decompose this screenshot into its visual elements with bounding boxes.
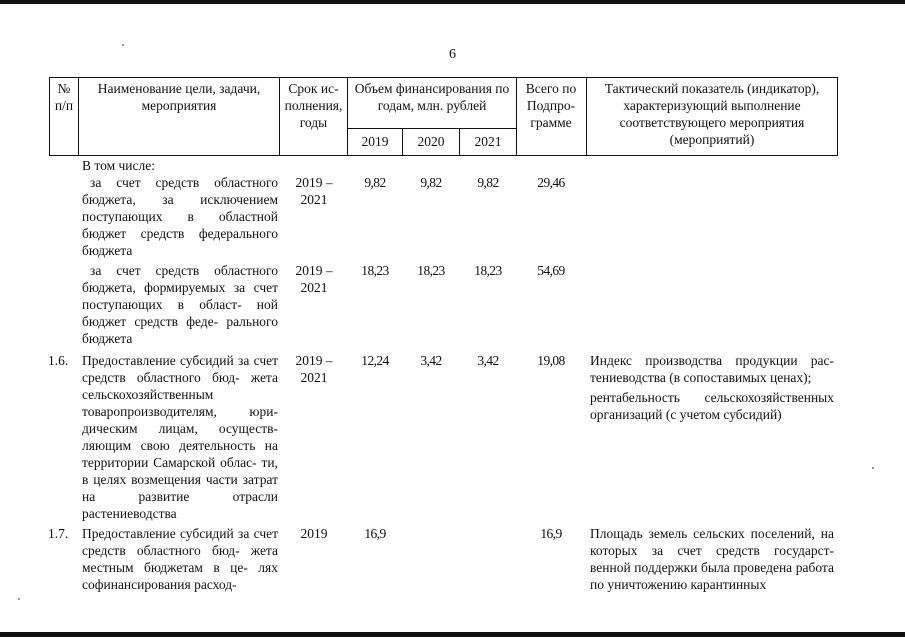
scan-speck bbox=[872, 467, 874, 469]
row-value-2019: 16,9 bbox=[364, 526, 386, 541]
row-value-2020: 18,23 bbox=[417, 263, 445, 278]
row-term: 2019 – 2021 bbox=[295, 175, 333, 207]
header-col-no: № п/п bbox=[54, 81, 74, 113]
header-year-2019: 2019 bbox=[361, 134, 389, 149]
row-total: 29,46 bbox=[537, 175, 565, 190]
row-total: 54,69 bbox=[537, 263, 565, 278]
row-name: Предоставление субсидий за счет средств областного бюд- жета сельскохозяйственным товаропроизводителям, юри- дическим лицам, осуществ- ляющим свою деятельность на территории Самарской облас- ти, в целях возмещения части затрат на развитие отрасли растениеводства bbox=[82, 353, 278, 521]
row-term: 2019 – 2021 bbox=[295, 353, 333, 385]
row-name: Предоставление субсидий за счет средств областного бюд- жета местным бюджетам в це- лях софинансирования расход- bbox=[82, 526, 278, 592]
header-col-funding: Объем финансирования по годам, млн. рублей bbox=[354, 81, 510, 113]
header-col-term: Срок ис- полнения, годы bbox=[284, 81, 343, 130]
header-year-2021: 2021 bbox=[474, 134, 502, 149]
page-number: 6 bbox=[449, 47, 456, 62]
row-total: 16,9 bbox=[540, 526, 562, 541]
row-value-2019: 9,82 bbox=[364, 175, 386, 190]
header-year-2020: 2020 bbox=[417, 134, 445, 149]
row-value-2020: 3,42 bbox=[420, 353, 442, 368]
row-value-2019: 18,23 bbox=[361, 263, 389, 278]
row-name: за счет средств областного бюджета, за исключением поступающих в областной бюджет средств федерального бюджета bbox=[82, 175, 278, 258]
scan-speck bbox=[18, 598, 20, 600]
row-value-2021: 3,42 bbox=[477, 353, 499, 368]
row-number: 1.6. bbox=[48, 353, 69, 368]
row-value-2019: 12,24 bbox=[361, 353, 389, 368]
header-col-total: Всего по Подпро- грамме bbox=[525, 81, 577, 130]
header-col-indicator: Тактический показатель (индикатор), характеризующий выполнение соответствующего мероприятия (мероприятий) bbox=[604, 81, 820, 147]
row-number: 1.7. bbox=[48, 526, 69, 541]
row-value-2020: 9,82 bbox=[420, 175, 442, 190]
scan-speck bbox=[122, 44, 124, 46]
row-indicator-second: рентабельность сельскохозяйственных организаций (с учетом субсидий) bbox=[590, 390, 834, 422]
table-row-including-label: В том числе: bbox=[82, 158, 155, 173]
row-name: за счет средств областного бюджета, формируемых за счет поступающих в област- ной бюджет средств феде- рального бюджета bbox=[82, 263, 278, 346]
row-total: 19,08 bbox=[537, 353, 565, 368]
row-term: 2019 – 2021 bbox=[295, 263, 333, 295]
row-indicator: Индекс производства продукции рас- тениеводства (в сопоставимых ценах); bbox=[590, 353, 834, 385]
row-indicator: Площадь земель сельских поселений, на которых за счет средств государст- венной поддержки была проведена работа по уничтожению карантинных bbox=[590, 526, 834, 592]
row-term: 2019 bbox=[300, 526, 328, 541]
row-value-2021: 18,23 bbox=[474, 263, 502, 278]
top-border-bar bbox=[0, 0, 905, 4]
row-value-2021: 9,82 bbox=[477, 175, 499, 190]
bottom-border-bar bbox=[0, 632, 905, 637]
header-col-name: Наименование цели, задачи, мероприятия bbox=[97, 81, 261, 113]
